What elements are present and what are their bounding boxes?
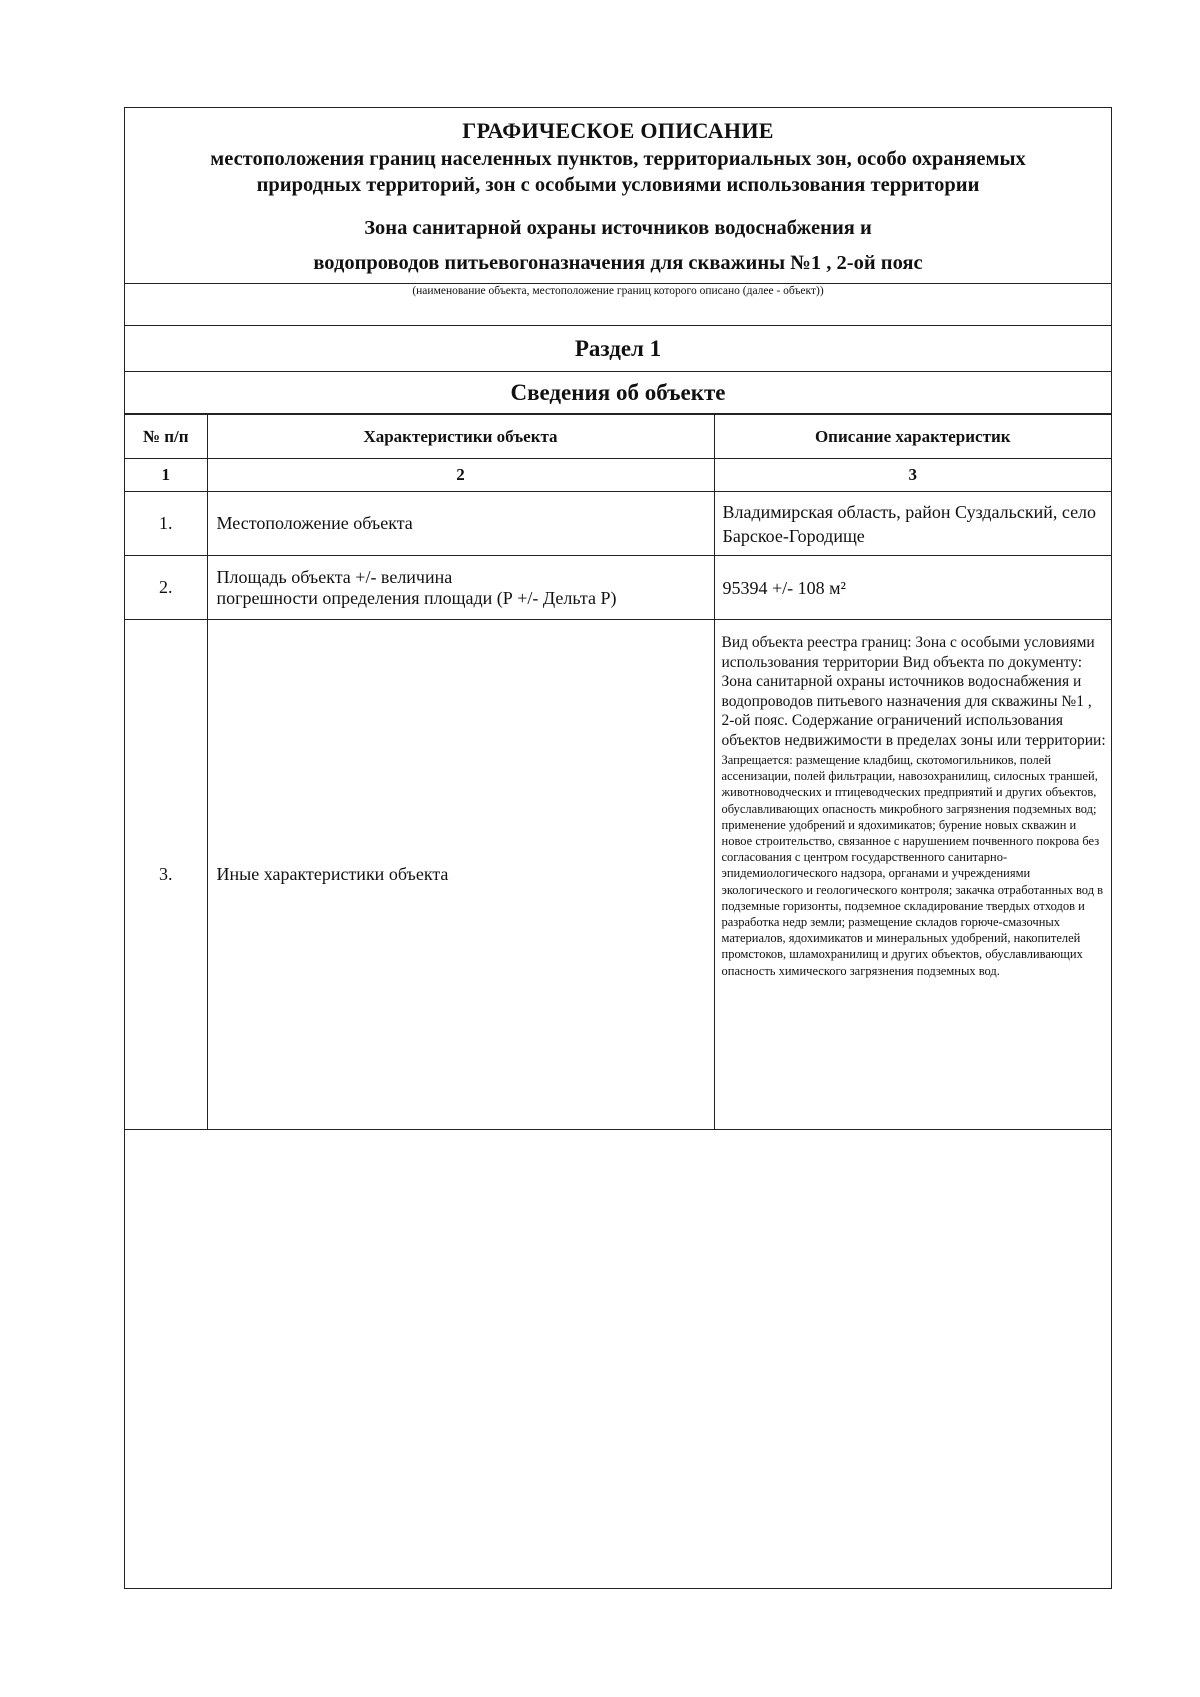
header-index: № п/п [125, 415, 207, 459]
characteristic-line-1: Площадь объекта +/- величина [216, 566, 453, 587]
row-index: 2. [125, 556, 207, 620]
table-row [125, 556, 1111, 620]
empty-graphic-area [125, 1124, 1111, 1588]
row-index: 1. [125, 492, 207, 556]
object-info-table [125, 414, 1111, 1130]
column-number-2: 2 [207, 459, 714, 492]
object-caption: (наименование объекта, местоположение границ которого описано (далее - объект)) [412, 285, 824, 297]
document-header [125, 108, 1111, 284]
row-description: 95394 +/- 108 м² [714, 556, 1111, 620]
subtitle-line-1: местоположения границ населенных пунктов, территориальных зон, особо охраняемых [210, 148, 1026, 170]
header-description: Описание характеристик [714, 415, 1111, 459]
description-restrictions-text: Запрещается: размещение кладбищ, скотомогильников, полей ассенизации, полей фильтрации, навозохранилищ, силосных траншей, животноводческих и птицеводческих предприятий и других объектов, обуславливающих опасность микробного загрязнения подземных вод; применение удобрений и ядохимикатов; бурение новых скважин и новое строительство, связанное с нарушением почвенного покрова без согласования с центром государственного санитарно-эпидемиологического надзора, органами и учреждениями экологического и геологического контроля; закачка отработанных вод в подземные горизонты, подземное складирование твердых отходов и разработка недр земли; размещение складов горюче-смазочных материалов, ядохимикатов и минеральных удобрений, накопителей промстоков, шламохранилищ и других объектов, обуславливающих опасность химического загрязнения подземных вод. [721, 753, 1104, 978]
row-characteristic [207, 556, 714, 620]
section-title: Раздел 1 [125, 326, 1111, 372]
table-column-number-row [125, 459, 1111, 492]
row-characteristic: Иные характеристики объекта [207, 620, 714, 1130]
row-characteristic: Местоположение объекта [207, 492, 714, 556]
section-subtitle: Сведения об объекте [125, 372, 1111, 414]
row-index: 3. [125, 620, 207, 1130]
row-description: Владимирская область, район Суздальский, село Барское-Городище [714, 492, 1111, 556]
document-title: ГРАФИЧЕСКОЕ ОПИСАНИЕ [462, 118, 774, 143]
caption-row [125, 284, 1111, 326]
column-number-1: 1 [125, 459, 207, 492]
column-number-3: 3 [714, 459, 1111, 492]
table-header-row [125, 415, 1111, 459]
header-characteristic: Характеристики объекта [207, 415, 714, 459]
table-row [125, 620, 1111, 1130]
table-row [125, 492, 1111, 556]
document-frame [124, 107, 1112, 1589]
object-name-line-1: Зона санитарной охраны источников водоснабжения и [364, 217, 872, 239]
description-main-text: Вид объекта реестра границ: Зона с особыми условиями использования территории Вид объекта по документу: Зона санитарной охраны источников водоснабжения и водопроводов питьевого назначения для скважины №1 , 2-ой пояс. Содержание ограничений использования объектов недвижимости в пределах зоны или территории: [721, 634, 1106, 749]
row-description [714, 620, 1111, 1130]
subtitle-line-2: природных территорий, зон с особыми условиями использования территории [256, 174, 980, 196]
document-subtitle [125, 146, 1111, 198]
characteristic-line-2: погрешности определения площади (Р +/- Дельта Р) [216, 587, 617, 608]
object-name-line-2: водопроводов питьевогоназначения для скважины №1 , 2-ой пояс [313, 252, 923, 274]
